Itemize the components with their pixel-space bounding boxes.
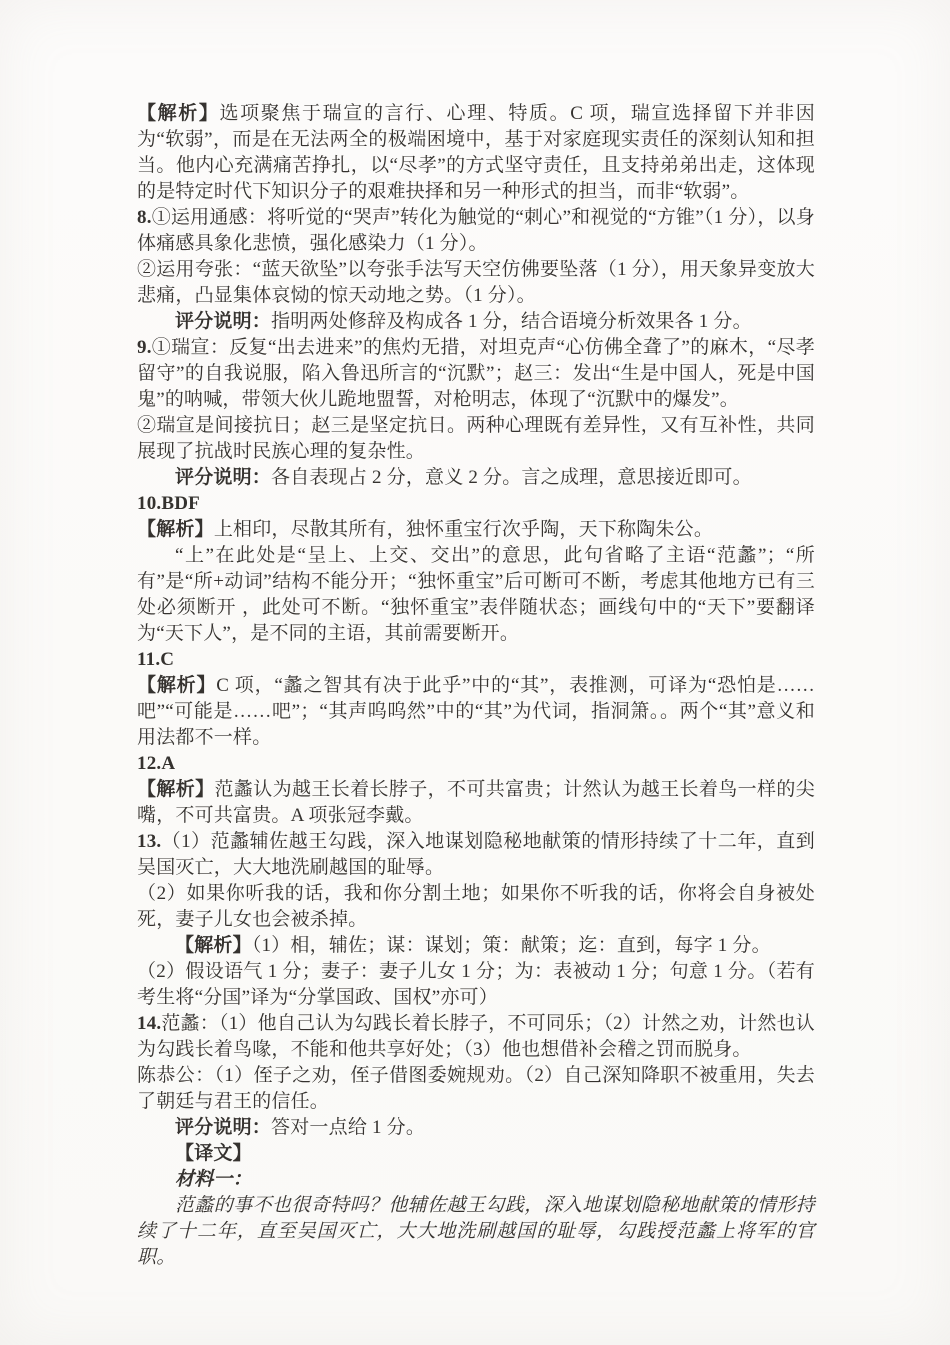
q8-point2 xyxy=(137,257,815,309)
q9-scoring-note xyxy=(137,465,815,491)
q11-analysis-text: C 项，“蠡之智其有决于此乎”中的“其”，表推测，可译为“恐怕是……吧”“可能是……吧”；“其声呜呜然”中的“其”为代词，指洞箫。。两个“其”意义和用法都不一样。 xyxy=(137,675,815,748)
q11-analysis xyxy=(137,673,815,751)
q13-analysis-1-text: （1）相，辅佐；谋：谋划；策：献策；迄：直到，每字 1 分。 xyxy=(251,935,771,956)
q10-analysis-detail-text: “上”在此处是“呈上、上交、交出”的意思，此句省略了主语“范蠡”；“所有”是“所+动词”结构不能分开；“独怀重宝”后可断可不断，考虑其他地方已有三处必须断开 ，此处可不断。“独怀重宝”表伴随状态；画线句中的“天下”要翻译为“天下人”，是不同的主语，其前需要断开。 xyxy=(137,545,815,644)
q8-point1-label: 8. xyxy=(137,207,152,228)
q14-answer-chengonggong xyxy=(137,1063,815,1115)
q13-analysis-2 xyxy=(137,959,815,1011)
q12-analysis xyxy=(137,777,815,829)
q9-point1-text: ①瑞宣：反复“出去进来”的焦灼无措，对坦克声“心仿佛全聋了”的麻木，“尽孝留守”的自我说服，陷入鲁迅所言的“沉默”；赵三：发出“生是中国人，死是中国鬼”的呐喊，带领大伙儿跪地盟誓，对枪明志，体现了“沉默中的爆发”。 xyxy=(137,337,815,410)
q11-analysis-label: 【解析】 xyxy=(137,675,217,696)
q13-analysis-1 xyxy=(137,933,815,959)
q13-analysis-2-text: （2）假设语气 1 分；妻子：妻子儿女 1 分；为：表被动 1 分；句意 1 分。（若有考生将“分国”译为“分掌国政、国权”亦可） xyxy=(137,961,815,1008)
q9-scoring-note-text: 各自表现占 2 分，意义 2 分。言之成理，意思接近即可。 xyxy=(271,467,752,488)
q10-analysis-label: 【解析】 xyxy=(137,519,214,540)
q9-point1-label: 9. xyxy=(137,337,152,358)
q10-analysis xyxy=(137,517,815,543)
q14-scoring-note-text: 答对一点给 1 分。 xyxy=(271,1117,426,1138)
q9-point2 xyxy=(137,413,815,465)
material-1-header-label: 材料一： xyxy=(175,1169,252,1190)
q8-scoring-note-label: 评分说明： xyxy=(175,311,272,332)
q8-point1-text: ①运用通感：将听觉的“哭声”转化为触觉的“刺心”和视觉的“方锥”（1 分），以身体痛感具象化悲愤，强化感染力（1 分）。 xyxy=(137,207,815,254)
translation-header-label: 【译文】 xyxy=(175,1143,252,1164)
q14-answer-fanli xyxy=(137,1011,815,1063)
q13-translation-1-text: （1）范蠡辅佐越王勾践，深入地谋划隐秘地献策的情形持续了十二年，直到吴国灭亡，大大地洗刷越国的耻辱。 xyxy=(137,831,815,878)
answer-key-content xyxy=(137,101,815,1271)
q14-scoring-note-label: 评分说明： xyxy=(175,1117,272,1138)
q13-translation-1 xyxy=(137,829,815,881)
q13-translation-2 xyxy=(137,881,815,933)
q9-point2-text: ②瑞宣是间接抗日；赵三是坚定抗日。两种心理既有差异性，又有互补性，共同展现了抗战时民族心理的复杂性。 xyxy=(137,415,815,462)
material-1-header xyxy=(137,1167,815,1193)
q13-translation-2-text: （2）如果你听我的话，我和你分割土地；如果你不听我的话，你将会自身被处死，妻子儿女也会被杀掉。 xyxy=(137,883,815,930)
q8-scoring-note-text: 指明两处修辞及构成各 1 分，结合语境分析效果各 1 分。 xyxy=(271,311,752,332)
translation-header xyxy=(137,1141,815,1167)
q10-answer-label: 10.BDF xyxy=(137,493,200,514)
q10-analysis-text: 上相印，尽散其所有，独怀重宝行次乎陶，天下称陶朱公。 xyxy=(213,519,714,540)
q12-answer-label: 12.A xyxy=(137,753,176,774)
q14-scoring-note xyxy=(137,1115,815,1141)
q10-answer xyxy=(137,491,815,517)
q14-answer-fanli-label: 14. xyxy=(137,1013,162,1034)
q8-scoring-note xyxy=(137,309,815,335)
q7-analysis-text: 选项聚焦于瑞宣的言行、心理、特质。C 项，瑞宣选择留下并非因为“软弱”，而是在无法两全的极端困境中，基于对家庭现实责任的深刻认知和担当。他内心充满痛苦挣扎，以“尽孝”的方式坚守责任，且支持弟弟出走，这体现的是特定时代下知识分子的艰难抉择和另一种形式的担当，而非“软弱”。 xyxy=(137,103,815,202)
q12-answer xyxy=(137,751,815,777)
q14-answer-fanli-text: 范蠡：（1）他自己认为勾践长着长脖子，不可同乐；（2）计然之劝，计然也认为勾践长着鸟喙，不能和他共享好处；（3）他也想借补会稽之罚而脱身。 xyxy=(137,1013,815,1060)
q13-analysis-1-label: 【解析】 xyxy=(175,935,252,956)
q11-answer xyxy=(137,647,815,673)
q8-point1 xyxy=(137,205,815,257)
q14-answer-chengonggong-text: 陈恭公：（1）侄子之劝，侄子借图委婉规劝。（2）自己深知降职不被重用，失去了朝廷与君王的信任。 xyxy=(137,1065,815,1112)
q9-point1 xyxy=(137,335,815,413)
q7-analysis-label: 【解析】 xyxy=(137,103,220,124)
q9-scoring-note-label: 评分说明： xyxy=(175,467,272,488)
material-1-translation xyxy=(137,1193,815,1271)
q7-analysis xyxy=(137,101,815,205)
q12-analysis-text: 范蠡认为越王长着长脖子，不可共富贵；计然认为越王长着鸟一样的尖嘴，不可共富贵。A 项张冠李戴。 xyxy=(137,779,815,826)
q12-analysis-label: 【解析】 xyxy=(137,779,215,800)
q11-answer-label: 11.C xyxy=(137,649,175,670)
q10-analysis-detail xyxy=(137,543,815,647)
q13-translation-1-label: 13. xyxy=(137,831,162,852)
q8-point2-text: ②运用夸张：“蓝天欲坠”以夸张手法写天空仿佛要坠落（1 分），用天象异变放大悲痛，凸显集体哀恸的惊天动地之势。（1 分）。 xyxy=(137,259,815,306)
material-1-translation-text: 范蠡的事不也很奇特吗？他辅佐越王勾践，深入地谋划隐秘地献策的情形持续了十二年，直至吴国灭亡，大大地洗刷越国的耻辱，勾践授范蠡上将军的官职。 xyxy=(137,1195,815,1268)
